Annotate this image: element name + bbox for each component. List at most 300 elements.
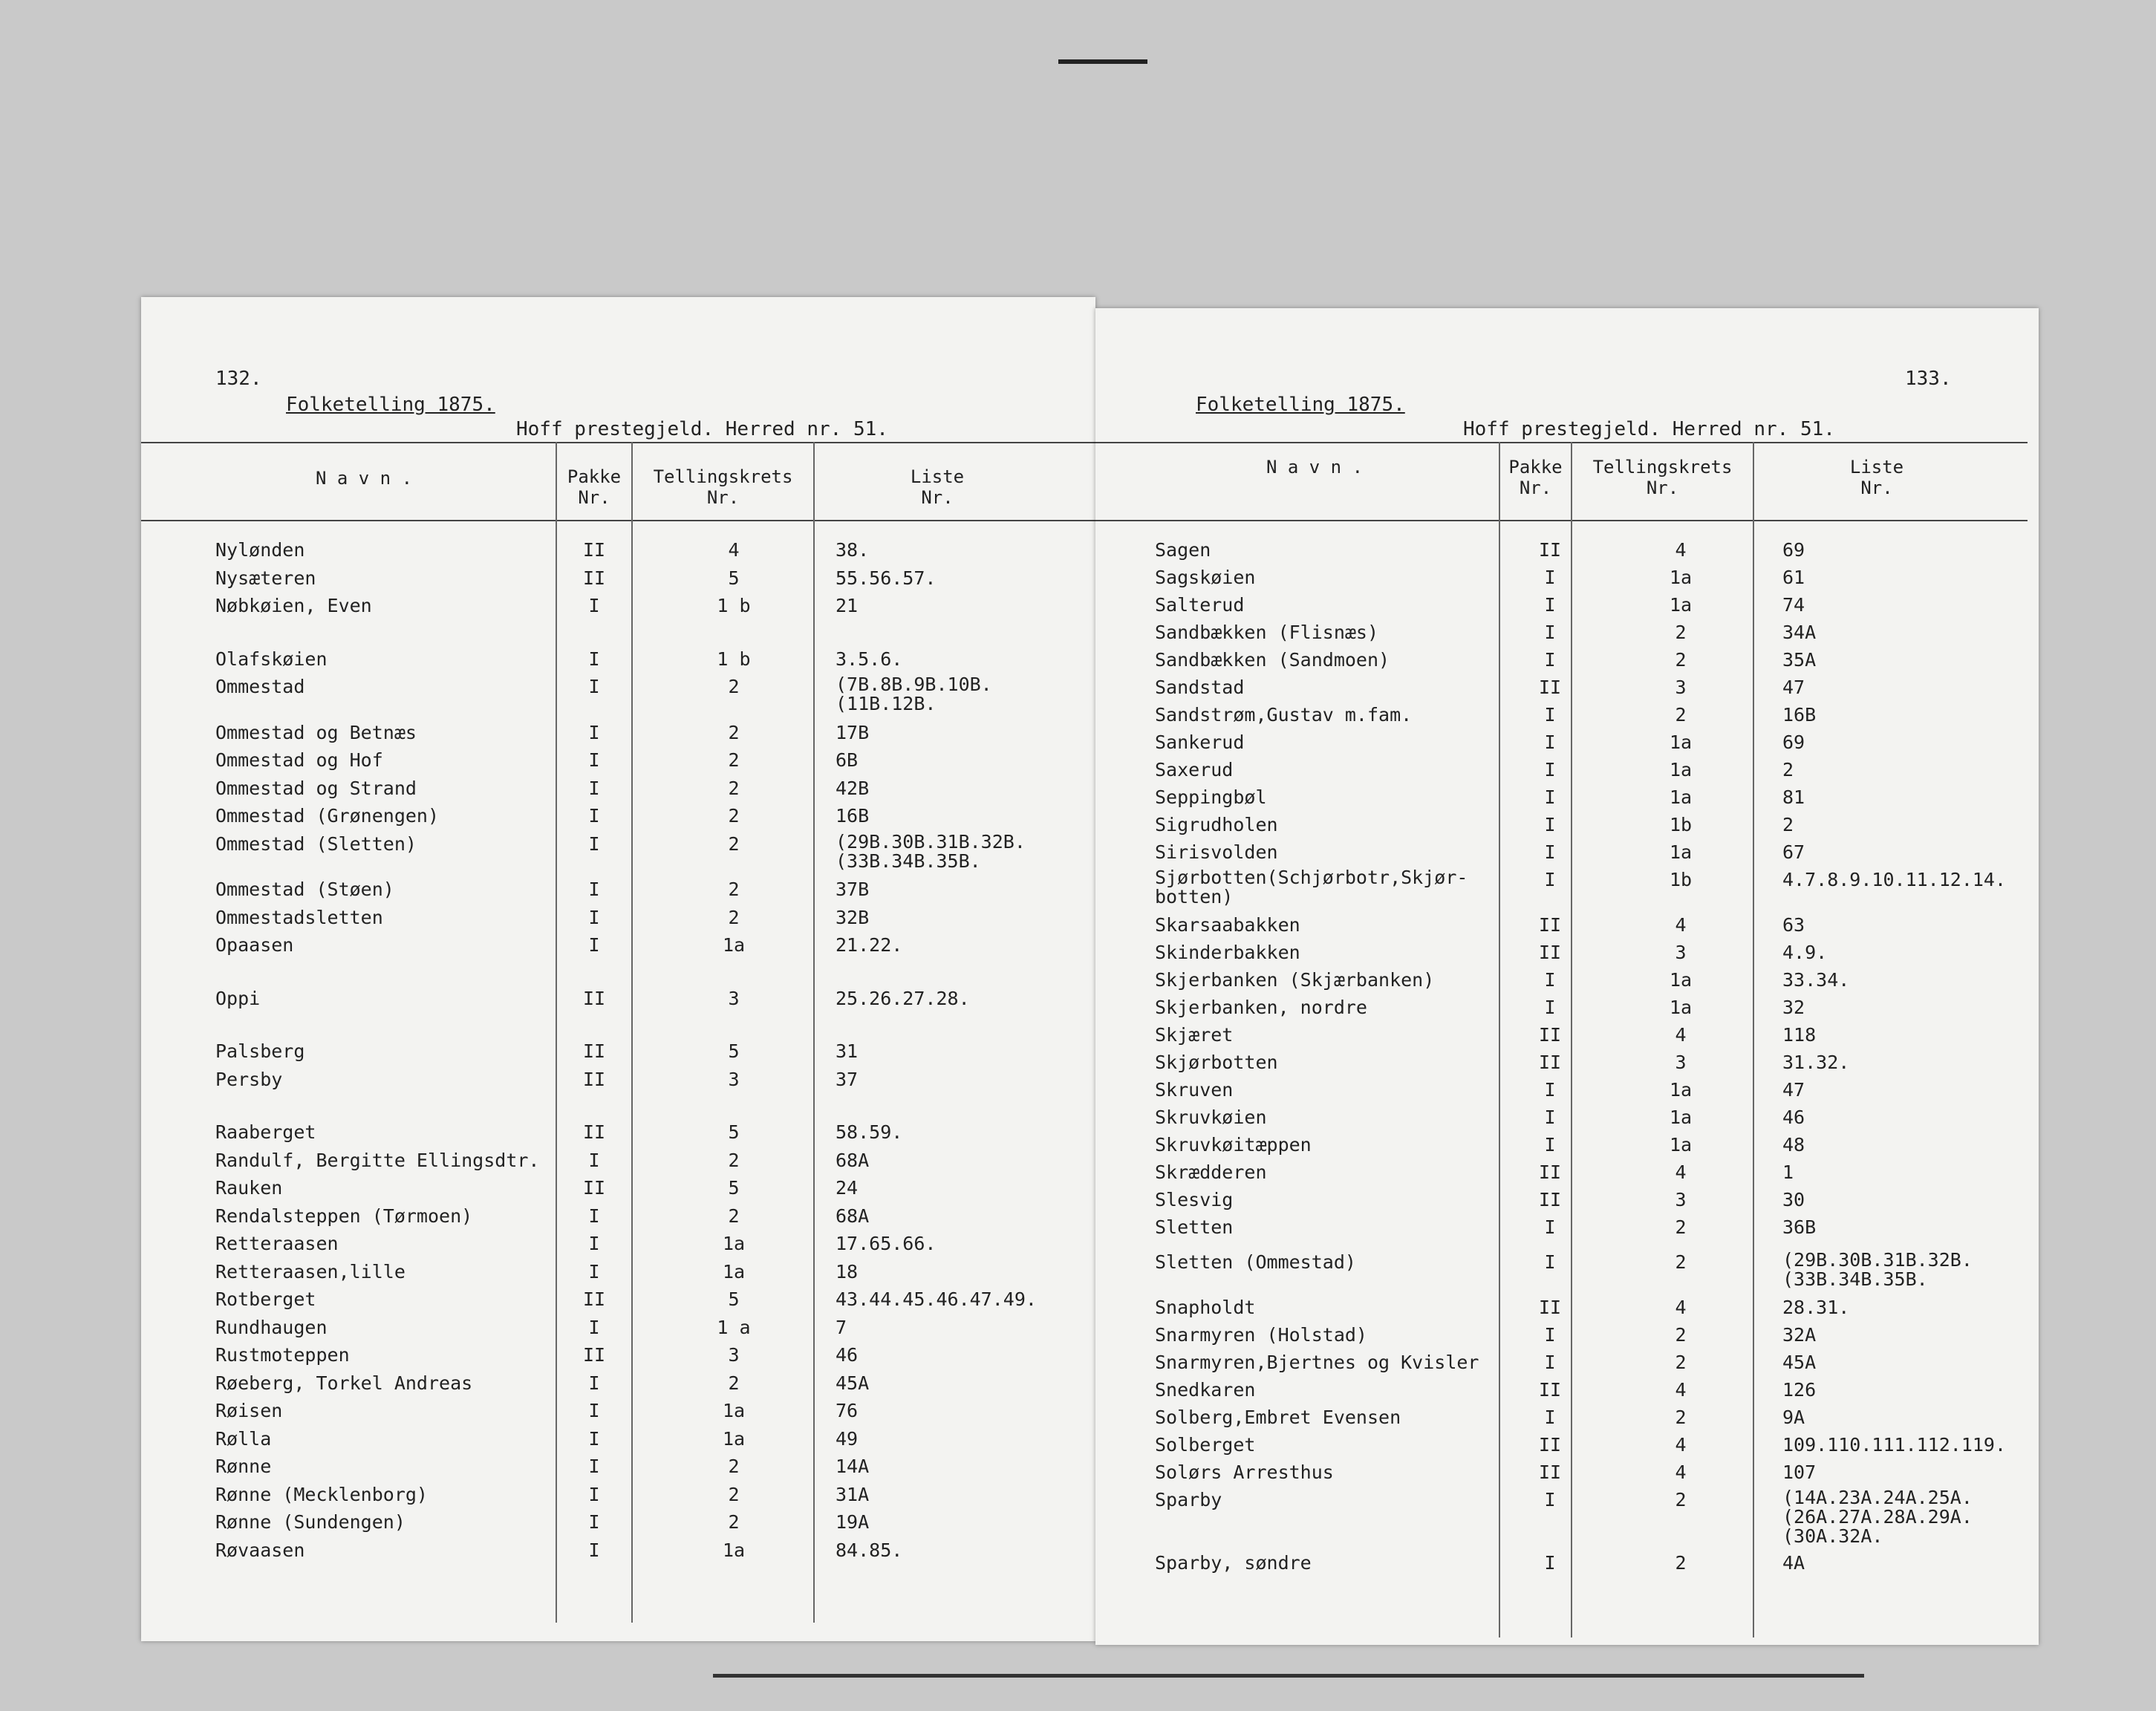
entry-liste: 31.32.: [1782, 1052, 1850, 1073]
entry-name: Solørs Arresthus: [1155, 1461, 1334, 1483]
entry-name: Sagen: [1155, 539, 1211, 561]
entry-pakke: II: [582, 1068, 606, 1090]
table-row: [141, 1483, 1095, 1508]
table-row: [141, 1232, 1095, 1257]
entry-liste: 58.59.: [836, 1121, 903, 1143]
entry-krets: 1a: [1669, 759, 1693, 780]
entry-liste: 24: [836, 1177, 859, 1199]
entry-name: Rønne: [215, 1456, 272, 1477]
entry-pakke: II: [1538, 942, 1562, 963]
entry-pakke: I: [1544, 1489, 1556, 1510]
entry-liste: 55.56.57.: [836, 567, 937, 589]
entry-krets: 2: [1675, 1489, 1687, 1510]
entry-name: Røvaasen: [215, 1539, 305, 1561]
entry-pakke: I: [1544, 704, 1556, 726]
entry-pakke: I: [588, 1400, 600, 1421]
entry-krets: 1a: [1669, 1134, 1693, 1156]
entry-krets: 1a: [1669, 969, 1693, 991]
entry-pakke: I: [1544, 1352, 1556, 1373]
column-header-liste: Liste Nr.: [910, 466, 965, 508]
entry-liste: 2: [1782, 814, 1794, 835]
table-row: [141, 674, 1095, 714]
entry-pakke: I: [1544, 1079, 1556, 1101]
entry-krets: 3: [1675, 677, 1687, 698]
entry-krets: 2: [728, 1456, 740, 1477]
entry-name: Palsberg: [215, 1040, 305, 1062]
entry-name: Seppingbøl: [1155, 786, 1267, 808]
entry-pakke: I: [1544, 759, 1556, 780]
entry-liste: 68A: [836, 1205, 870, 1227]
entry-name: Sandbækken (Flisnæs): [1155, 622, 1379, 643]
table-row: [1095, 676, 2039, 701]
entry-liste: 4.7.8.9.10.11.12.14.: [1782, 869, 2007, 890]
entry-liste: 69: [1782, 539, 1805, 561]
entry-name: Snapholdt: [1155, 1297, 1256, 1318]
entry-krets: 5: [728, 1288, 740, 1310]
header-top-rule: [141, 442, 1095, 443]
entry-name: Salterud: [1155, 594, 1245, 616]
entry-liste: 63: [1782, 914, 1805, 936]
entry-krets: 1a: [722, 1539, 746, 1561]
entry-name: Ommestad (Sletten): [215, 832, 417, 855]
entry-krets: 2: [728, 879, 740, 900]
entry-name: Opaasen: [215, 934, 294, 956]
table-row: [1095, 786, 2039, 811]
table-row: [1095, 703, 2039, 729]
entry-pakke: II: [582, 1040, 606, 1062]
entry-pakke: II: [1538, 914, 1562, 936]
entry-krets: 2: [1675, 704, 1687, 726]
entry-pakke: II: [1538, 1189, 1562, 1210]
table-row: [141, 830, 1095, 872]
entry-krets: 3: [1675, 1052, 1687, 1073]
entry-krets: 1a: [722, 1233, 746, 1254]
table-row: [141, 906, 1095, 931]
entry-liste: 34A: [1782, 622, 1817, 643]
entry-pakke: I: [588, 1260, 600, 1283]
header-bottom-rule: [1095, 520, 2028, 521]
entry-pakke: II: [1538, 1297, 1562, 1318]
entry-krets: 1a: [722, 934, 746, 956]
table-row: [1095, 648, 2039, 674]
right-page: [1095, 308, 2039, 1645]
entry-krets: 1a: [1669, 1107, 1693, 1128]
entry-name: Ommestad og Betnæs: [215, 721, 417, 743]
entry-name: Rendalsteppen (Tørmoen): [215, 1205, 473, 1227]
entry-name: Sandstad: [1155, 677, 1245, 698]
page-number: 133.: [1905, 368, 1952, 390]
entry-krets: 1 b: [717, 648, 751, 670]
table-row: [1095, 1216, 2039, 1241]
table-row: [141, 1205, 1095, 1230]
entry-krets: 2: [1675, 1324, 1687, 1346]
table-row: [141, 1539, 1095, 1564]
entry-pakke: I: [1544, 567, 1556, 588]
entry-pakke: I: [1544, 622, 1556, 643]
page-subheading: Hoff prestegjeld. Herred nr. 51.: [1463, 418, 1835, 440]
entry-pakke: I: [1544, 1107, 1556, 1128]
header-bottom-rule: [141, 520, 1095, 521]
entry-pakke: I: [1544, 997, 1556, 1018]
entry-krets: 4: [1675, 1379, 1687, 1401]
entry-name: Rønne (Mecklenborg): [215, 1483, 428, 1505]
entry-liste: 49: [836, 1427, 859, 1450]
table-row: [141, 749, 1095, 774]
entry-krets: 1a: [1669, 1079, 1693, 1101]
entry-liste: 37: [836, 1068, 859, 1090]
table-row: [1095, 968, 2039, 994]
table-row: [1095, 813, 2039, 838]
entry-name: Rauken: [215, 1177, 283, 1199]
column-header-name: N a v n .: [1266, 457, 1364, 478]
entry-liste: 45A: [836, 1372, 870, 1394]
entry-pakke: II: [1538, 1161, 1562, 1183]
entry-pakke: I: [1544, 1324, 1556, 1346]
table-row: [1095, 867, 2039, 907]
entry-liste: 4.9.: [1782, 942, 1828, 963]
entry-krets: 2: [728, 749, 740, 771]
entry-krets: 2: [728, 1149, 740, 1171]
entry-pakke: I: [588, 1233, 600, 1254]
table-row: [141, 594, 1095, 619]
entry-liste: 19A: [836, 1511, 870, 1533]
entry-pakke: I: [588, 1483, 600, 1505]
entry-krets: 3: [728, 987, 740, 1009]
table-row: [141, 538, 1095, 564]
entry-krets: 1b: [1669, 869, 1693, 890]
entry-liste: (29B.30B.31B.32B. (33B.34B.35B.: [836, 830, 1026, 872]
entry-pakke: II: [1538, 1379, 1562, 1401]
entry-name: Sparby: [1155, 1489, 1222, 1510]
entry-liste: 36B: [1782, 1216, 1817, 1238]
entry-liste: 6B: [836, 749, 859, 771]
entry-liste: 48: [1782, 1134, 1805, 1156]
table-row: [1095, 621, 2039, 646]
entry-liste: 67: [1782, 841, 1805, 863]
column-header-pakke: Pakke Nr.: [1508, 457, 1563, 498]
entry-pakke: II: [582, 1177, 606, 1199]
entry-krets: 1a: [722, 1260, 746, 1283]
entry-krets: 1a: [1669, 841, 1693, 863]
entry-pakke: I: [1544, 841, 1556, 863]
entry-pakke: II: [1538, 1024, 1562, 1046]
entry-liste: 47: [1782, 677, 1805, 698]
entry-name: Oppi: [215, 987, 261, 1009]
entry-pakke: I: [1544, 814, 1556, 835]
entry-liste: 45A: [1782, 1352, 1817, 1373]
entry-krets: 2: [728, 1511, 740, 1533]
entry-krets: 4: [1675, 914, 1687, 936]
entry-krets: 1a: [722, 1400, 746, 1421]
bottom-edge-mark: [713, 1674, 1864, 1678]
table-row: [1095, 1296, 2039, 1321]
entry-name: Rølla: [215, 1427, 272, 1450]
table-row: [1095, 1351, 2039, 1376]
table-row: [1095, 1433, 2039, 1459]
left-page: [141, 297, 1095, 1641]
table-row: [141, 1149, 1095, 1174]
entry-pakke: I: [588, 777, 600, 799]
column-header-liste: Liste Nr.: [1849, 457, 1904, 498]
page-subheading: Hoff prestegjeld. Herred nr. 51.: [516, 418, 888, 440]
table-row: [1095, 1106, 2039, 1131]
entry-liste: 17.65.66.: [836, 1233, 937, 1254]
entry-krets: 4: [1675, 1434, 1687, 1456]
entry-name: Sparby, søndre: [1155, 1552, 1312, 1574]
entry-pakke: II: [1538, 539, 1562, 561]
table-row: [141, 1372, 1095, 1397]
entry-name: Slesvig: [1155, 1189, 1234, 1210]
entry-krets: 2: [728, 832, 740, 855]
entry-name: Rustmoteppen: [215, 1344, 350, 1366]
table-row: [1095, 1161, 2039, 1186]
entry-pakke: I: [1544, 786, 1556, 808]
entry-name: Sandbækken (Sandmoen): [1155, 649, 1390, 671]
entry-name: Nylønden: [215, 539, 305, 561]
entry-name: Skjæret: [1155, 1024, 1234, 1046]
entry-name: Ommestad: [215, 676, 305, 697]
entry-pakke: I: [588, 1456, 600, 1477]
entry-name: Nøbkøien, Even: [215, 595, 372, 616]
entry-name: Solberget: [1155, 1434, 1256, 1456]
entry-liste: 35A: [1782, 649, 1817, 671]
entry-pakke: I: [1544, 594, 1556, 616]
entry-liste: 31: [836, 1040, 859, 1062]
entry-name: Snarmyren,Bjertnes og Kvisler: [1155, 1352, 1479, 1373]
entry-pakke: I: [588, 1372, 600, 1394]
entry-krets: 4: [1675, 1297, 1687, 1318]
entry-krets: 1 b: [717, 595, 751, 616]
entry-liste: 1: [1782, 1161, 1794, 1183]
entry-krets: 4: [1675, 1161, 1687, 1183]
entry-krets: 3: [728, 1068, 740, 1090]
entry-krets: 2: [728, 676, 740, 697]
entry-pakke: II: [1538, 677, 1562, 698]
entry-pakke: I: [588, 1539, 600, 1561]
table-row: [141, 1455, 1095, 1480]
entry-liste: 109.110.111.112.119.: [1782, 1434, 2007, 1456]
entry-liste: 42B: [836, 777, 870, 799]
table-row: [141, 987, 1095, 1012]
entry-krets: 1a: [1669, 997, 1693, 1018]
entry-pakke: I: [1544, 1134, 1556, 1156]
entry-name: Skruvkøien: [1155, 1107, 1267, 1128]
entry-liste: 14A: [836, 1456, 870, 1477]
entry-pakke: I: [1544, 1407, 1556, 1428]
entry-name: Sandstrøm,Gustav m.fam.: [1155, 704, 1413, 726]
entry-liste: 25.26.27.28.: [836, 987, 970, 1009]
table-row: [141, 1040, 1095, 1065]
entry-pakke: I: [588, 1316, 600, 1338]
entry-liste: 69: [1782, 731, 1805, 753]
entry-name: Skrædderen: [1155, 1161, 1267, 1183]
entry-liste: (7B.8B.9B.10B. (11B.12B.: [836, 674, 992, 714]
entry-pakke: I: [588, 832, 600, 855]
table-row: [141, 1121, 1095, 1146]
entry-krets: 1a: [722, 1427, 746, 1450]
entry-liste: 37B: [836, 879, 870, 900]
entry-name: Olafskøien: [215, 648, 328, 670]
entry-krets: 2: [728, 721, 740, 743]
entry-krets: 2: [1675, 1251, 1687, 1273]
entry-liste: 126: [1782, 1379, 1817, 1401]
entry-krets: 5: [728, 567, 740, 589]
table-row: [1095, 996, 2039, 1021]
entry-liste: 33.34.: [1782, 969, 1850, 991]
entry-krets: 3: [1675, 942, 1687, 963]
page-heading: Folketelling 1875.: [286, 394, 495, 416]
entry-name: Persby: [215, 1068, 283, 1090]
entry-pakke: I: [588, 805, 600, 827]
entry-pakke: I: [588, 906, 600, 928]
entry-name: Skruven: [1155, 1079, 1234, 1101]
table-row: [141, 878, 1095, 903]
entry-liste: 18: [836, 1260, 859, 1283]
entry-krets: 3: [728, 1344, 740, 1366]
entry-name: Sagskøien: [1155, 567, 1256, 588]
table-row: [1095, 1461, 2039, 1486]
entry-name: Røisen: [215, 1400, 283, 1421]
table-row: [141, 1288, 1095, 1313]
column-header-krets: Tellingskrets Nr.: [1592, 457, 1733, 498]
entry-liste: 118: [1782, 1024, 1817, 1046]
entry-liste: 74: [1782, 594, 1805, 616]
entry-pakke: I: [1544, 869, 1556, 890]
entry-name: Sirisvolden: [1155, 841, 1278, 863]
table-row: [1095, 1487, 2039, 1547]
entry-liste: (29B.30B.31B.32B. (33B.34B.35B.: [1782, 1249, 1973, 1290]
entry-krets: 1b: [1669, 814, 1693, 835]
table-row: [141, 1427, 1095, 1453]
entry-name: Solberg,Embret Evensen: [1155, 1407, 1401, 1428]
entry-name: Raaberget: [215, 1121, 316, 1143]
entry-pakke: I: [588, 1205, 600, 1227]
table-row: [141, 804, 1095, 830]
entry-name: Rønne (Sundengen): [215, 1511, 406, 1533]
entry-krets: 5: [728, 1121, 740, 1143]
entry-pakke: I: [588, 595, 600, 616]
entry-name: Skjerbanken, nordre: [1155, 997, 1367, 1018]
entry-name: Rotberget: [215, 1288, 316, 1310]
entry-liste: 7: [836, 1316, 847, 1338]
entry-liste: 32A: [1782, 1324, 1817, 1346]
entry-liste: 76: [836, 1400, 859, 1421]
entry-krets: 4: [728, 539, 740, 561]
entry-liste: 21.22.: [836, 934, 903, 956]
entry-name: Ommestad (Støen): [215, 879, 394, 900]
entry-krets: 3: [1675, 1189, 1687, 1210]
column-header-name: N a v n .: [315, 468, 413, 489]
entry-pakke: II: [582, 1121, 606, 1143]
table-row: [1095, 1078, 2039, 1104]
entry-name: Ommestadsletten: [215, 906, 383, 928]
entry-pakke: I: [588, 721, 600, 743]
entry-krets: 2: [1675, 1352, 1687, 1373]
table-row: [1095, 731, 2039, 756]
entry-pakke: I: [588, 1149, 600, 1171]
entry-krets: 1a: [1669, 594, 1693, 616]
table-row: [1095, 913, 2039, 939]
entry-krets: 2: [728, 805, 740, 827]
table-row: [141, 1399, 1095, 1424]
table-row: [1095, 1551, 2039, 1577]
entry-liste: 61: [1782, 567, 1805, 588]
entry-liste: 30: [1782, 1189, 1805, 1210]
entry-liste: 31A: [836, 1483, 870, 1505]
entry-name: Nysæteren: [215, 567, 316, 589]
entry-krets: 1a: [1669, 731, 1693, 753]
table-row: [1095, 1323, 2039, 1349]
entry-liste: 107: [1782, 1461, 1817, 1483]
entry-name: Ommestad og Hof: [215, 749, 383, 771]
entry-liste: 9A: [1782, 1407, 1805, 1428]
entry-name: Sletten (Ommestad): [1155, 1251, 1356, 1273]
table-row: [141, 1316, 1095, 1341]
entry-name: Skarsaabakken: [1155, 914, 1300, 936]
entry-pakke: II: [1538, 1434, 1562, 1456]
entry-pakke: II: [582, 1288, 606, 1310]
entry-name: Skjørbotten: [1155, 1052, 1278, 1073]
entry-krets: 1 a: [717, 1316, 751, 1338]
entry-name: Snarmyren (Holstad): [1155, 1324, 1367, 1346]
table-row: [141, 1068, 1095, 1093]
entry-krets: 2: [728, 1205, 740, 1227]
entry-pakke: I: [588, 1427, 600, 1450]
entry-krets: 1a: [1669, 786, 1693, 808]
entry-liste: 3.5.6.: [836, 648, 903, 670]
entry-liste: 21: [836, 595, 859, 616]
entry-pakke: II: [582, 1344, 606, 1366]
table-row: [141, 1260, 1095, 1285]
entry-pakke: II: [1538, 1052, 1562, 1073]
table-row: [141, 1176, 1095, 1202]
entry-krets: 2: [1675, 1552, 1687, 1574]
entry-liste: 28.31.: [1782, 1297, 1850, 1318]
entry-krets: 1a: [1669, 567, 1693, 588]
entry-krets: 2: [728, 906, 740, 928]
entry-liste: 2: [1782, 759, 1794, 780]
entry-krets: 2: [1675, 649, 1687, 671]
table-row: [141, 1510, 1095, 1536]
table-row: [1095, 941, 2039, 966]
top-bar-mark: [1058, 59, 1147, 64]
column-header-krets: Tellingskrets Nr.: [653, 466, 793, 508]
table-row: [1095, 1406, 2039, 1431]
table-row: [1095, 1249, 2039, 1290]
entry-liste: 4A: [1782, 1552, 1805, 1574]
entry-name: Røeberg, Torkel Andreas: [215, 1372, 473, 1394]
entry-name: Randulf, Bergitte Ellingsdtr.: [215, 1149, 540, 1171]
entry-liste: 32: [1782, 997, 1805, 1018]
entry-name: Retteraasen,lille: [215, 1260, 406, 1283]
entry-name: Sjørbotten(Schjørbotr,Skjør- botten): [1155, 867, 1468, 907]
entry-name: Saxerud: [1155, 759, 1234, 780]
entry-pakke: I: [1544, 649, 1556, 671]
page-number: 132.: [215, 368, 262, 390]
entry-pakke: II: [582, 987, 606, 1009]
table-row: [1095, 1188, 2039, 1213]
entry-name: Sletten: [1155, 1216, 1234, 1238]
column-header-pakke: Pakke Nr.: [567, 466, 622, 508]
entry-name: Skinderbakken: [1155, 942, 1300, 963]
table-row: [141, 933, 1095, 959]
table-row: [1095, 1133, 2039, 1158]
entry-pakke: I: [1544, 969, 1556, 991]
table-row: [1095, 538, 2039, 564]
entry-liste: 84.85.: [836, 1539, 903, 1561]
entry-pakke: I: [1544, 1216, 1556, 1238]
header-top-rule: [1095, 442, 2028, 443]
